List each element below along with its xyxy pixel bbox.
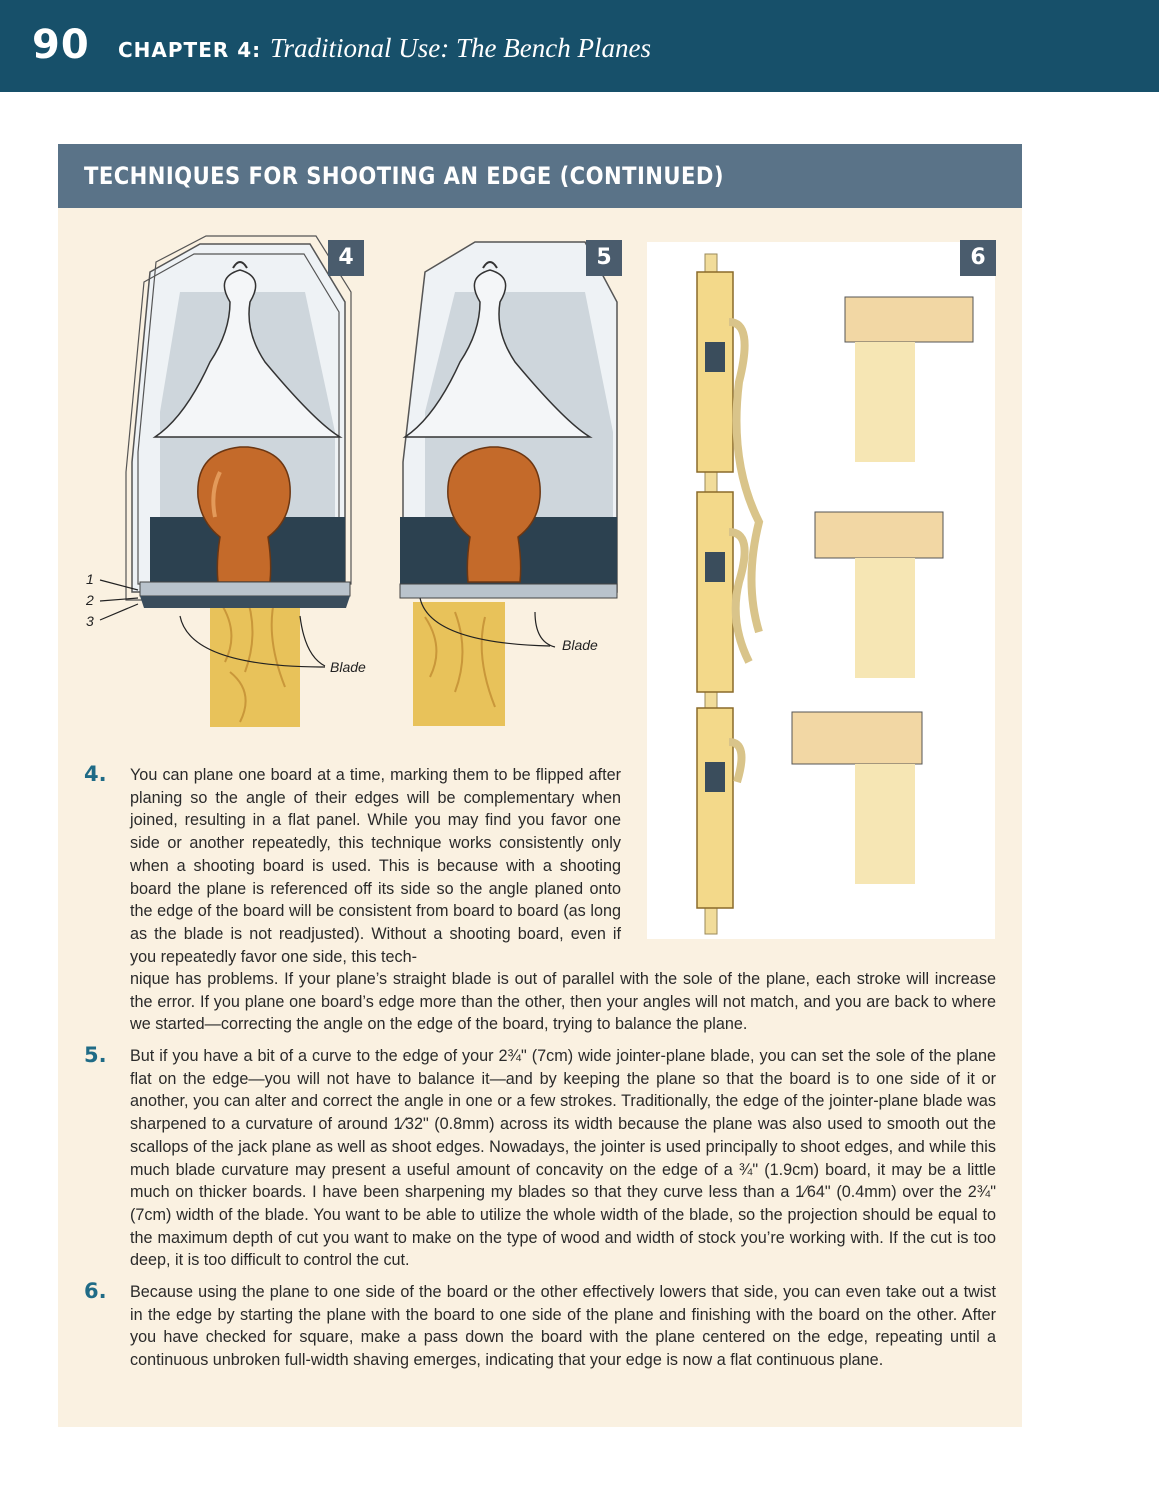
layer-label-1: 1 <box>86 571 94 587</box>
section-title: TECHNIQUES FOR SHOOTING AN EDGE (CONTINUED) <box>84 162 724 190</box>
blade-label-fig5: Blade <box>562 637 598 653</box>
figure-5-illustration <box>385 232 635 728</box>
step-6-text: Because using the plane to one side of the board or the other effectively lowers that side, you can even take out a twist in the edge by starting the plane with the board to one side of the plane and finishing with the board on the other. After you have checked for square, make a pass down the board with the plane centered on the edge, repeating until a continuous unbroken full-width shaving emerges, indicating that your edge is now a flat continuous plane. <box>130 1283 996 1370</box>
step-6 <box>84 1281 1004 1401</box>
page-number: 90 <box>32 22 90 68</box>
step-4 <box>84 764 1004 1034</box>
chapter-title: Traditional Use: The Bench Planes <box>270 33 651 63</box>
figure-6-number: 6 <box>960 240 996 276</box>
step-number: 4. <box>84 762 107 786</box>
step-4-text-narrow: You can plane one board at a time, marking them to be flipped after planing so the angle of their edges will be complementary when joined, resulting in a flat panel. While you may find you favor one side or another repeatedly, this technique works consistently only when a shooting board is used. This is because with a shooting board the plane is referenced off its side so the angle planed onto the edge of the board will be consistent from board to board (as long as the blade is not readjusted). Without a shooting board, even if you repeatedly favor one side, this tech- <box>130 766 621 966</box>
figure-4-number: 4 <box>328 240 364 276</box>
chapter-label: CHAPTER 4: <box>118 38 262 62</box>
blade-label-fig4: Blade <box>330 659 366 675</box>
section-header <box>58 144 1022 208</box>
layer-label-3: 3 <box>86 613 94 629</box>
layer-label-2: 2 <box>86 592 94 608</box>
step-number: 6. <box>84 1279 107 1303</box>
step-5 <box>84 1045 1004 1275</box>
page-header <box>0 0 1159 92</box>
step-number: 5. <box>84 1043 107 1067</box>
step-5-text: But if you have a bit of a curve to the edge of your 2¾" (7cm) wide jointer-plane blade, you can set the sole of the plane flat on the edge—you will not have to balance it—and by keeping the plane so that the board is to one side of it or another, you can alter and correct the angle in one or a few strokes. Traditionally, the edge of the jointer-plane blade was sharpened to a curvature of around 1⁄32" (0.8mm) across its width because the plane was also used to smooth out the scallops of the jack plane as well as shoot edges. Nowadays, the jointer is used principally to shoot edges, and while this much blade curvature may present a useful amount of concavity on the edge of a ¾" (1.9cm) board, it may be a little much on thicker boards. I have been sharpening my blades so that they curve less than a 1⁄64" (0.4mm) over the 2¾" (7cm) width of the blade. You want to be able to utilize the whole width of the blade, so the projection should be equal to the maximum depth of cut you want to make on the type of wood and width of stock you’re working with. If the cut is too deep, it is too difficult to control the cut. <box>130 1047 996 1270</box>
figure-5-number: 5 <box>586 240 622 276</box>
step-4-text-wide: nique has problems. If your plane’s straight blade is out of parallel with the sole of the plane, each stroke will increase the error. If you plane one board’s edge more than the other, then your angles will not match, and you are back to where we started—correcting the angle on the edge of the board, trying to balance the plane. <box>130 970 996 1034</box>
figure-4-illustration <box>80 232 380 728</box>
